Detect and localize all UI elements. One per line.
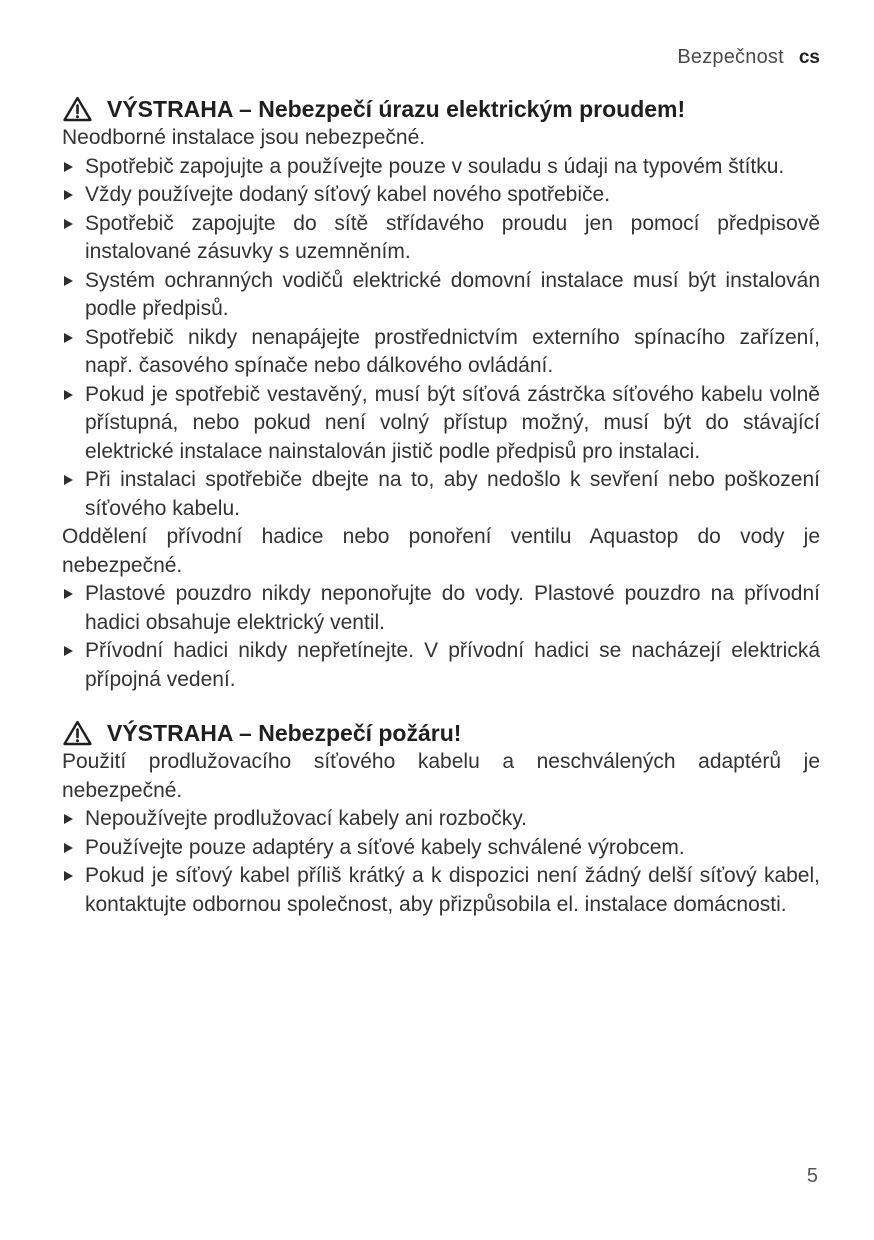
paragraph: Použití prodlužovacího síťového kabelu a neschválených adaptérů je nebezpečné. bbox=[62, 750, 820, 802]
bullet-triangle-icon bbox=[64, 814, 73, 824]
bullet-text: Spotřebič zapojujte a používejte pouze v souladu s údaji na typovém štítku. bbox=[85, 154, 785, 178]
bullet-triangle-icon bbox=[64, 162, 73, 172]
section-blocks bbox=[62, 124, 820, 694]
list-item bbox=[62, 834, 820, 863]
bullet-triangle-icon bbox=[64, 219, 73, 229]
bullet-triangle-icon bbox=[64, 871, 73, 881]
bullet-text: Přívodní hadici nikdy nepřetínejte. V přívodní hadici se nacházejí elektrická přípojná vedení. bbox=[85, 639, 820, 691]
list-item bbox=[62, 153, 820, 182]
list-item bbox=[62, 324, 820, 381]
section-blocks bbox=[62, 748, 820, 919]
list-item bbox=[62, 466, 820, 523]
list-item bbox=[62, 210, 820, 267]
list-item bbox=[62, 580, 820, 637]
bullet-text: Pokud je spotřebič vestavěný, musí být síťová zástrčka síťového kabelu volně přístupná, nebo pokud není volný přístup možný, musí být do stávající elektrické instalace nainstalován jistič podle předpisů pro instalaci. bbox=[85, 382, 820, 463]
list-item bbox=[62, 181, 820, 210]
warning-triangle-icon bbox=[62, 95, 93, 123]
bullet-triangle-icon bbox=[64, 276, 73, 286]
warning-section bbox=[62, 94, 820, 694]
bullet-triangle-icon bbox=[64, 475, 73, 485]
paragraph: Neodborné instalace jsou nebezpečné. bbox=[62, 126, 426, 149]
bullet-text: Používejte pouze adaptéry a síťové kabely schválené výrobcem. bbox=[85, 835, 685, 859]
header-language-code: cs bbox=[798, 47, 820, 68]
bullet-triangle-icon bbox=[64, 333, 73, 343]
bullet-text: Spotřebič zapojujte do sítě střídavého proudu jen pomocí předpisově instalované zásuvky s uzemněním. bbox=[85, 211, 820, 263]
bullet-text: Spotřebič nikdy nenapájejte prostřednictvím externího spínacího zařízení, např. časového spínače nebo dálkového ovládání. bbox=[85, 325, 820, 377]
header-section-title: Bezpečnost bbox=[677, 46, 784, 68]
warning-heading-text: VÝSTRAHA – Nebezpečí úrazu elektrickým proudem! bbox=[107, 96, 686, 122]
warning-heading-text: VÝSTRAHA – Nebezpečí požáru! bbox=[107, 720, 462, 746]
warning-section bbox=[62, 718, 820, 919]
paragraph: Oddělení přívodní hadice nebo ponoření ventilu Aquastop do vody je nebezpečné. bbox=[62, 525, 820, 577]
bullet-text: Pokud je síťový kabel příliš krátký a k dispozici není žádný delší síťový kabel, kontaktujte odbornou společnost, aby přizpůsobila el. instalace domácnosti. bbox=[85, 864, 820, 916]
bullet-triangle-icon bbox=[64, 190, 73, 200]
warning-heading bbox=[62, 94, 820, 124]
bullet-triangle-icon bbox=[64, 843, 73, 853]
list-item bbox=[62, 267, 820, 324]
bullet-text: Vždy používejte dodaný síťový kabel nového spotřebiče. bbox=[85, 183, 611, 206]
bullet-text: Nepoužívejte prodlužovací kabely ani rozbočky. bbox=[85, 807, 528, 830]
list-item bbox=[62, 637, 820, 694]
warning-triangle-icon bbox=[62, 719, 93, 747]
bullet-triangle-icon bbox=[64, 390, 73, 400]
document-body bbox=[62, 94, 820, 919]
list-item bbox=[62, 862, 820, 919]
bullet-triangle-icon bbox=[64, 589, 73, 599]
bullet-triangle-icon bbox=[64, 646, 73, 656]
page-header bbox=[62, 46, 820, 70]
bullet-text: Plastové pouzdro nikdy neponořujte do vody. Plastové pouzdro na přívodní hadici obsahuje elektrický ventil. bbox=[85, 582, 820, 634]
bullet-text: Při instalaci spotřebiče dbejte na to, aby nedošlo k sevření nebo poškození síťového kabelu. bbox=[85, 468, 820, 520]
bullet-text: Systém ochranných vodičů elektrické domovní instalace musí být instalován podle předpisů. bbox=[85, 268, 820, 320]
list-item bbox=[62, 805, 820, 834]
warning-heading bbox=[62, 718, 820, 748]
page-number: 5 bbox=[806, 1165, 818, 1187]
list-item bbox=[62, 381, 820, 467]
